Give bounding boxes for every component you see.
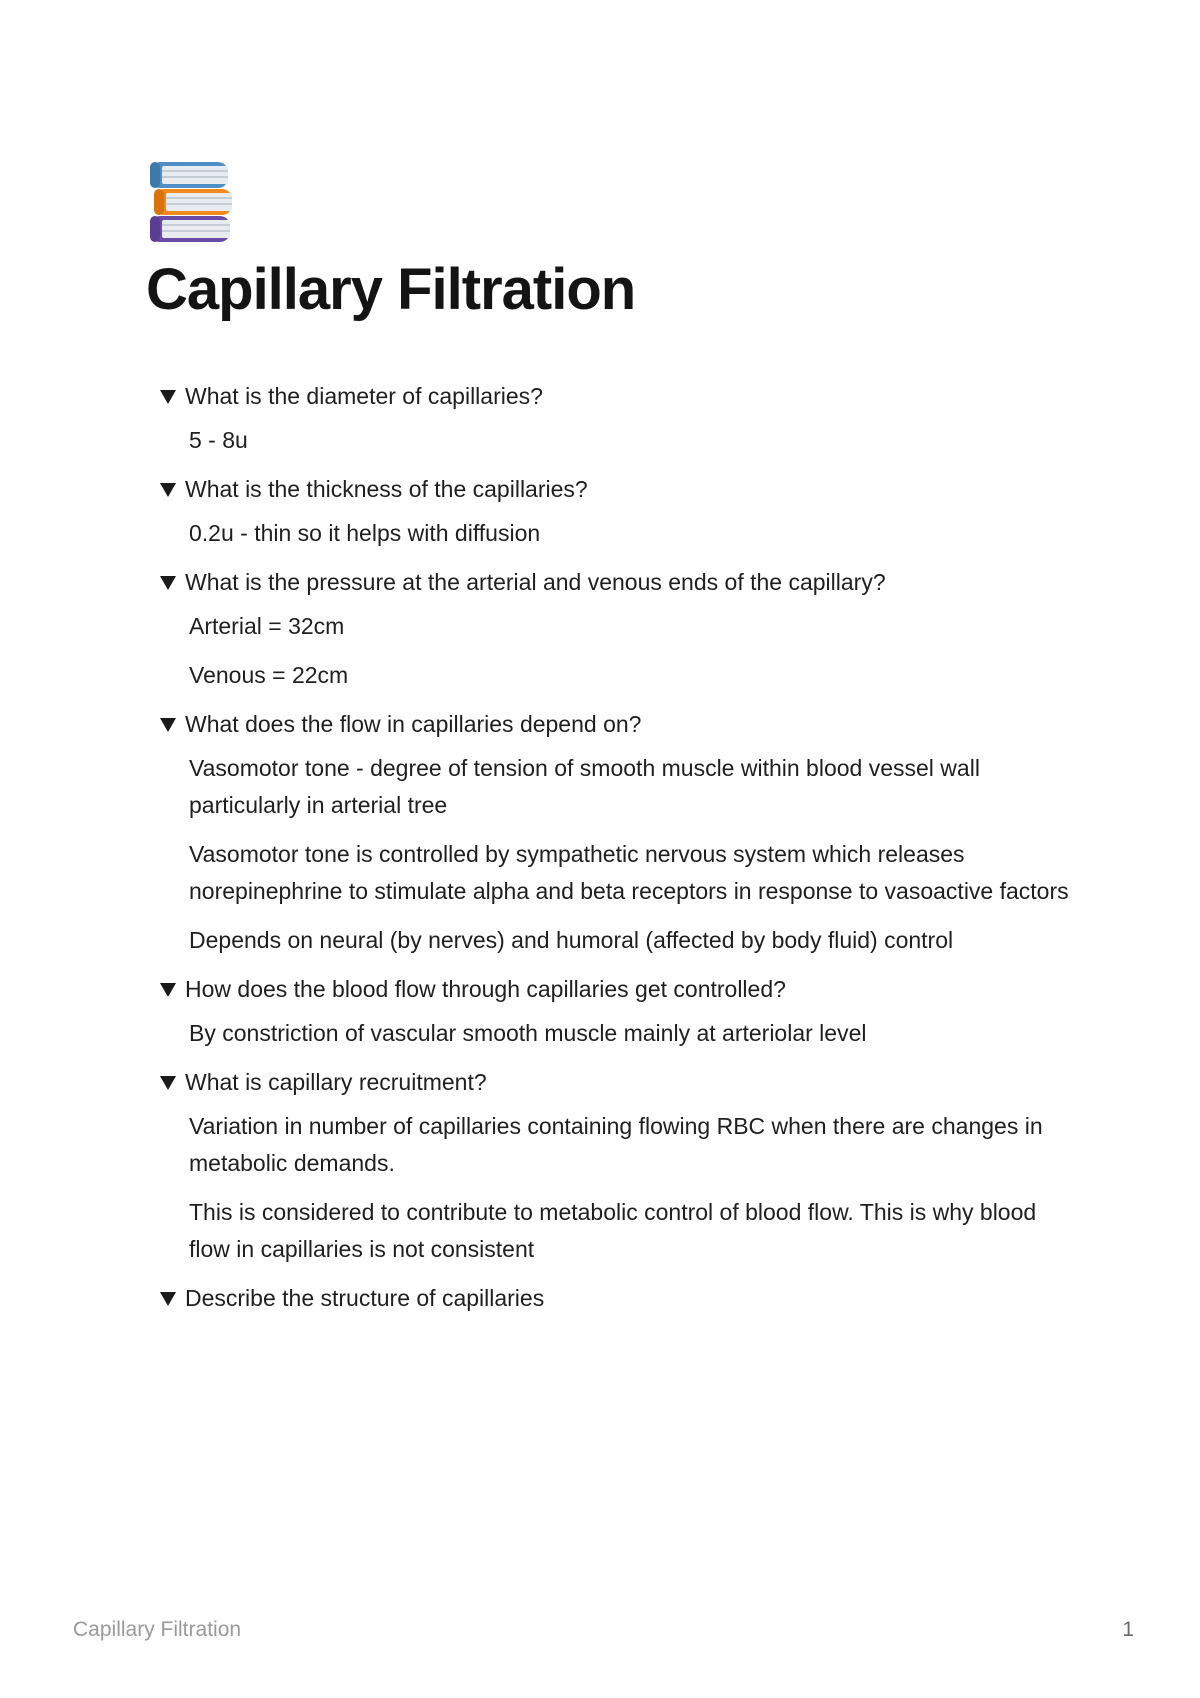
toggle-block [160,564,1080,694]
toggle-question: What is capillary recruitment? [185,1069,487,1095]
footer-title: Capillary Filtration [73,1618,242,1641]
toggle-list [160,378,1080,1328]
toggle-answer: Vasomotor tone - degree of tension of smooth muscle within blood vessel wall particularly in arterial tree [189,755,980,818]
toggle-header[interactable] [160,706,1080,742]
toggle-header[interactable] [160,471,1080,507]
toggle-question: What does the flow in capillaries depend on? [185,711,642,737]
footer-page-number: 1 [1122,1618,1134,1641]
toggle-block [160,706,1080,959]
toggle-answer: Vasomotor tone is controlled by sympathetic nervous system which releases norepinephrine to stimulate alpha and beta receptors in response to vasoactive factors [189,841,1069,904]
toggle-question: What is the pressure at the arterial and venous ends of the capillary? [185,569,886,595]
toggle-answer: 0.2u - thin so it helps with diffusion [189,520,541,546]
toggle-body [160,608,1080,694]
toggle-block [160,471,1080,552]
toggle-body [160,1015,1080,1052]
toggle-question: How does the blood flow through capillaries get controlled? [185,976,786,1002]
toggle-block [160,1064,1080,1268]
toggle-question: What is the diameter of capillaries? [185,383,543,409]
page-title: Capillary Filtration [146,257,636,322]
triangle-down-icon[interactable] [160,1076,176,1090]
toggle-body [160,515,1080,552]
toggle-body [160,1108,1080,1268]
toggle-answer: Variation in number of capillaries containing flowing RBC when there are changes in metabolic demands. [189,1113,1043,1176]
triangle-down-icon[interactable] [160,390,176,404]
toggle-answer: Arterial = 32cm [189,613,345,639]
toggle-body [160,750,1080,959]
triangle-down-icon[interactable] [160,718,176,732]
books-icon [148,160,234,244]
toggle-answer: Venous = 22cm [189,662,349,688]
toggle-block [160,971,1080,1052]
toggle-header[interactable] [160,564,1080,600]
toggle-header[interactable] [160,971,1080,1007]
triangle-down-icon[interactable] [160,576,176,590]
toggle-block [160,378,1080,459]
toggle-question: What is the thickness of the capillaries? [185,476,588,502]
triangle-down-icon[interactable] [160,483,176,497]
triangle-down-icon[interactable] [160,1292,176,1306]
toggle-header[interactable] [160,1280,1080,1316]
toggle-answer: 5 - 8u [189,427,248,453]
toggle-answer: Depends on neural (by nerves) and humoral (affected by body fluid) control [189,927,954,953]
toggle-answer: By constriction of vascular smooth muscle mainly at arteriolar level [189,1020,867,1046]
toggle-header[interactable] [160,378,1080,414]
toggle-question: Describe the structure of capillaries [185,1285,545,1311]
toggle-body [160,422,1080,459]
triangle-down-icon[interactable] [160,983,176,997]
toggle-header[interactable] [160,1064,1080,1100]
toggle-answer: This is considered to contribute to metabolic control of blood flow. This is why blood flow in capillaries is not consistent [189,1199,1037,1262]
toggle-block [160,1280,1080,1316]
